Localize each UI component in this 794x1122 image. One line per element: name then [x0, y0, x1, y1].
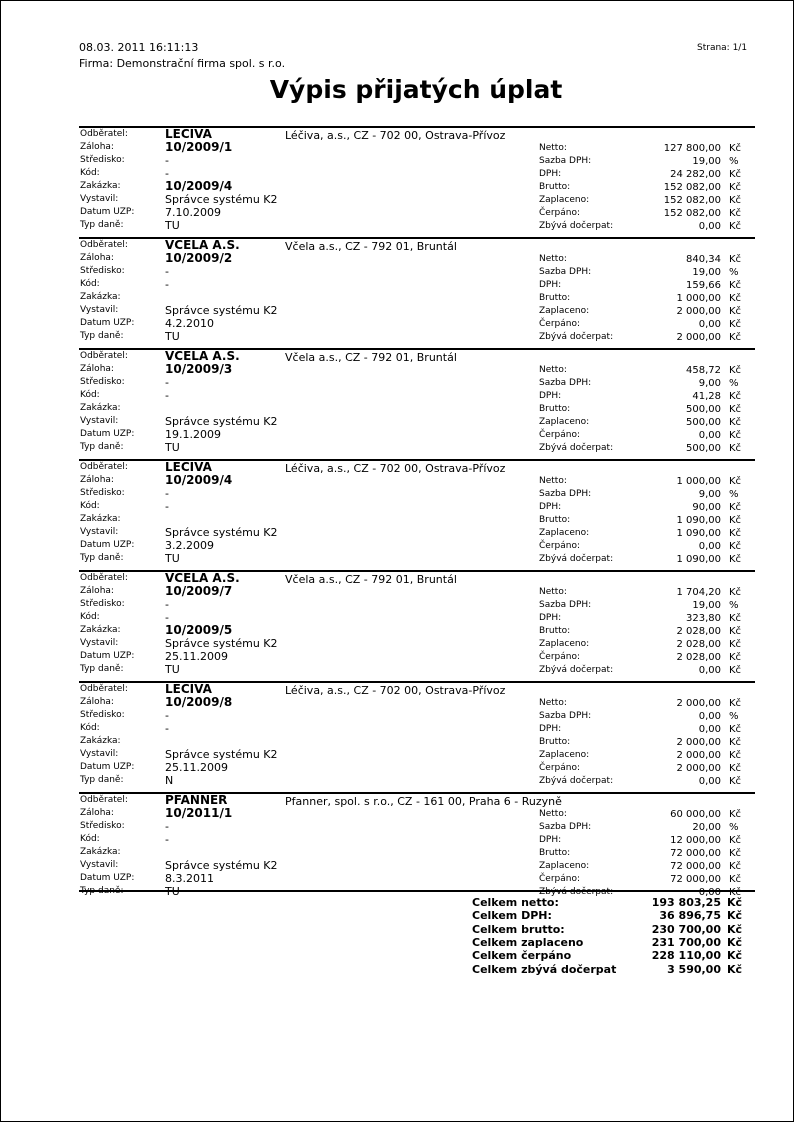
field-value-code: - [165, 611, 169, 624]
amount-value: 2 000,00 [676, 332, 721, 343]
amount-label: Zbývá dočerpat: [539, 443, 614, 453]
amount-value: 19,00 [692, 267, 721, 278]
field-value-code: - [165, 278, 169, 291]
field-label: Kód: [80, 279, 100, 289]
amount-label: Zaplaceno: [539, 528, 590, 538]
field-label: Typ daně: [80, 664, 124, 674]
field-label: Typ daně: [80, 886, 124, 896]
field-label: Odběratel: [80, 573, 128, 583]
amount-unit: Kč [729, 365, 742, 376]
print-datetime: 08.03. 2011 16:11:13 [79, 41, 199, 54]
amount-unit: Kč [729, 430, 742, 441]
amount-unit: Kč [729, 182, 742, 193]
field-value-customer: VČELA A.S. [165, 239, 240, 252]
amount-unit: Kč [729, 280, 742, 291]
amount-value: 323,80 [686, 613, 721, 624]
record-block [79, 681, 755, 790]
field-label: Datum UZP: [80, 429, 135, 439]
amount-unit: Kč [729, 221, 742, 232]
amount-value: 2 000,00 [676, 763, 721, 774]
total-row [79, 896, 755, 909]
field-value-tax: N [165, 774, 174, 787]
amount-value: 0,00 [698, 665, 721, 676]
amount-value: 0,00 [698, 430, 721, 441]
total-value: 230 700,00 [651, 922, 721, 936]
total-row [79, 923, 755, 936]
amount-value: 2 000,00 [676, 750, 721, 761]
field-value-deposit: 10/2009/8 [165, 696, 233, 709]
amount-value: 500,00 [686, 404, 721, 415]
amount-label: DPH: [539, 835, 562, 845]
amount-label: Zaplaceno: [539, 195, 590, 205]
field-value-issuer: Správce systému K2 [165, 193, 278, 206]
field-label: Odběratel: [80, 351, 128, 361]
field-value-deposit: 10/2009/1 [165, 141, 233, 154]
field-label: Středisko: [80, 266, 125, 276]
amount-value: 127 800,00 [663, 143, 721, 154]
record-block [79, 237, 755, 346]
amount-unit: Kč [729, 208, 742, 219]
field-value-center: - [165, 154, 169, 167]
field-label: Zakázka: [80, 625, 121, 635]
field-label: Datum UZP: [80, 762, 135, 772]
field-value-date: 25.11.2009 [165, 650, 228, 663]
amount-value: 1 090,00 [676, 515, 721, 526]
field-label: Záloha: [80, 586, 114, 596]
field-value-center: - [165, 820, 169, 833]
total-label: Celkem brutto: [472, 922, 565, 936]
amount-unit: Kč [729, 143, 742, 154]
customer-address: Včela a.s., CZ - 792 01, Bruntál [285, 240, 457, 253]
amount-value: 12 000,00 [670, 835, 721, 846]
amount-unit: % [729, 156, 739, 167]
amount-value: 2 000,00 [676, 306, 721, 317]
amount-label: DPH: [539, 391, 562, 401]
field-label: Odběratel: [80, 240, 128, 250]
field-label: Středisko: [80, 599, 125, 609]
amount-value: 2 000,00 [676, 698, 721, 709]
amount-value: 9,00 [698, 489, 721, 500]
amount-unit: Kč [729, 502, 742, 513]
amount-unit: Kč [729, 861, 742, 872]
field-label: Typ daně: [80, 331, 124, 341]
amount-unit: Kč [729, 515, 742, 526]
field-label: Zakázka: [80, 736, 121, 746]
field-label: Zakázka: [80, 847, 121, 857]
total-unit: Kč [727, 949, 743, 963]
amount-label: Sazba DPH: [539, 600, 592, 610]
amount-value: 159,66 [686, 280, 721, 291]
amount-label: DPH: [539, 169, 562, 179]
field-label: Datum UZP: [80, 540, 135, 550]
report-title [1, 75, 793, 104]
amount-value: 2 028,00 [676, 626, 721, 637]
amount-value: 60 000,00 [670, 809, 721, 820]
total-label: Celkem zbývá dočerpat [472, 962, 617, 976]
amount-value: 2 000,00 [676, 737, 721, 748]
total-row [79, 936, 755, 949]
amount-label: Zaplaceno: [539, 861, 590, 871]
amount-unit: Kč [729, 698, 742, 709]
amount-label: Zbývá dočerpat: [539, 332, 614, 342]
field-value-date: 8.3.2011 [165, 872, 214, 885]
field-value-customer: LÉČIVA [165, 128, 212, 141]
total-row [79, 949, 755, 962]
amount-value: 24 282,00 [670, 169, 721, 180]
field-value-center: - [165, 598, 169, 611]
amount-value: 500,00 [686, 443, 721, 454]
field-value-center: - [165, 376, 169, 389]
amount-value: 19,00 [692, 600, 721, 611]
total-value: 3 590,00 [667, 962, 721, 976]
field-label: Kód: [80, 612, 100, 622]
record-block [79, 459, 755, 568]
amount-unit: % [729, 822, 739, 833]
total-row [79, 963, 755, 976]
field-value-customer: LÉČIVA [165, 461, 212, 474]
customer-address: Pfanner, spol. s r.o., CZ - 161 00, Praha 6 - Ruzyně [285, 795, 562, 808]
amount-label: Zbývá dočerpat: [539, 221, 614, 231]
amount-value: 9,00 [698, 378, 721, 389]
amount-unit: Kč [729, 763, 742, 774]
amount-unit: Kč [729, 319, 742, 330]
field-label: Odběratel: [80, 684, 128, 694]
amount-value: 0,00 [698, 887, 721, 898]
amount-value: 0,00 [698, 776, 721, 787]
amount-unit: Kč [729, 541, 742, 552]
amount-value: 152 082,00 [663, 208, 721, 219]
field-label: Záloha: [80, 697, 114, 707]
total-unit: Kč [727, 962, 743, 976]
amount-label: Brutto: [539, 182, 571, 192]
amount-value: 0,00 [698, 711, 721, 722]
amount-unit: Kč [729, 476, 742, 487]
field-value-code: - [165, 722, 169, 735]
field-value-code: - [165, 389, 169, 402]
field-value-date: 19.1.2009 [165, 428, 221, 441]
amount-label: Zbývá dočerpat: [539, 887, 614, 897]
amount-unit: Kč [729, 293, 742, 304]
field-label: Kód: [80, 723, 100, 733]
amount-value: 72 000,00 [670, 861, 721, 872]
amount-value: 500,00 [686, 417, 721, 428]
amount-unit: Kč [729, 528, 742, 539]
field-value-tax: TU [165, 663, 180, 676]
field-label: Záloha: [80, 364, 114, 374]
amount-label: Zaplaceno: [539, 417, 590, 427]
field-label: Kód: [80, 834, 100, 844]
field-label: Zakázka: [80, 514, 121, 524]
amount-value: 0,00 [698, 319, 721, 330]
field-label: Vystavil: [80, 305, 119, 315]
customer-address: Léčiva, a.s., CZ - 702 00, Ostrava-Přívoz [285, 684, 506, 697]
amount-value: 0,00 [698, 724, 721, 735]
totals-section [79, 890, 755, 978]
field-label: Odběratel: [80, 129, 128, 139]
amount-unit: Kč [729, 724, 742, 735]
amount-value: 41,28 [692, 391, 721, 402]
field-value-date: 3.2.2009 [165, 539, 214, 552]
amount-unit: Kč [729, 587, 742, 598]
total-value: 228 110,00 [651, 949, 721, 963]
field-value-deposit: 10/2009/7 [165, 585, 233, 598]
amount-label: DPH: [539, 502, 562, 512]
amount-unit: Kč [729, 404, 742, 415]
field-value-code: - [165, 500, 169, 513]
customer-address: Včela a.s., CZ - 792 01, Bruntál [285, 351, 457, 364]
total-label: Celkem netto: [472, 896, 559, 909]
field-label: Vystavil: [80, 194, 119, 204]
field-label: Zakázka: [80, 181, 121, 191]
amount-unit: Kč [729, 417, 742, 428]
field-label: Záloha: [80, 253, 114, 263]
amount-unit: Kč [729, 306, 742, 317]
amount-label: Sazba DPH: [539, 156, 592, 166]
record-block [79, 792, 755, 901]
amount-unit: Kč [729, 737, 742, 748]
records-list [79, 126, 755, 903]
field-value-date: 4.2.2010 [165, 317, 214, 330]
amount-label: DPH: [539, 280, 562, 290]
record-block [79, 570, 755, 679]
amount-label: Zaplaceno: [539, 750, 590, 760]
customer-address: Léčiva, a.s., CZ - 702 00, Ostrava-Přívoz [285, 129, 506, 142]
field-value-deposit: 10/2009/3 [165, 363, 233, 376]
amount-label: DPH: [539, 724, 562, 734]
amount-unit: % [729, 378, 739, 389]
amount-label: Čerpáno: [539, 541, 580, 551]
amount-label: Zbývá dočerpat: [539, 776, 614, 786]
total-value: 231 700,00 [651, 935, 721, 949]
field-label: Kód: [80, 501, 100, 511]
amount-value: 19,00 [692, 156, 721, 167]
field-value-code: - [165, 167, 169, 180]
field-label: Zakázka: [80, 403, 121, 413]
field-label: Středisko: [80, 488, 125, 498]
customer-address: Včela a.s., CZ - 792 01, Bruntál [285, 573, 457, 586]
field-label: Zakázka: [80, 292, 121, 302]
amount-value: 1 090,00 [676, 554, 721, 565]
amount-label: Brutto: [539, 626, 571, 636]
amount-label: Sazba DPH: [539, 489, 592, 499]
amount-label: Čerpáno: [539, 874, 580, 884]
amount-value: 0,00 [698, 541, 721, 552]
amount-value: 1 000,00 [676, 476, 721, 487]
total-row [79, 909, 755, 922]
field-label: Kód: [80, 390, 100, 400]
amount-label: Čerpáno: [539, 652, 580, 662]
field-label: Typ daně: [80, 775, 124, 785]
amount-label: Sazba DPH: [539, 267, 592, 277]
report-title-text: Výpis přijatých úplat [269, 75, 563, 104]
field-label: Kód: [80, 168, 100, 178]
amount-unit: Kč [729, 848, 742, 859]
amount-label: Zaplaceno: [539, 639, 590, 649]
field-value-customer: LÉČIVA [165, 683, 212, 696]
amount-value: 152 082,00 [663, 182, 721, 193]
amount-value: 2 028,00 [676, 639, 721, 650]
field-value-code: - [165, 833, 169, 846]
amount-unit: % [729, 600, 739, 611]
field-value-customer: VČELA A.S. [165, 350, 240, 363]
field-value-center: - [165, 487, 169, 500]
total-label: Celkem zaplaceno [472, 935, 584, 949]
amount-label: Netto: [539, 476, 567, 486]
field-value-center: - [165, 265, 169, 278]
amount-label: Sazba DPH: [539, 822, 592, 832]
field-value-deposit: 10/2011/1 [165, 807, 233, 820]
field-value-tax: TU [165, 219, 180, 232]
field-label: Odběratel: [80, 795, 128, 805]
amount-label: Netto: [539, 143, 567, 153]
field-label: Středisko: [80, 821, 125, 831]
field-label: Středisko: [80, 377, 125, 387]
amount-value: 2 028,00 [676, 652, 721, 663]
field-value-date: 7.10.2009 [165, 206, 221, 219]
customer-address: Léčiva, a.s., CZ - 702 00, Ostrava-Přívoz [285, 462, 506, 475]
amount-label: Netto: [539, 809, 567, 819]
amount-unit: Kč [729, 750, 742, 761]
amount-unit: Kč [729, 169, 742, 180]
field-value-order: 10/2009/5 [165, 624, 233, 637]
field-label: Datum UZP: [80, 207, 135, 217]
amount-unit: % [729, 267, 739, 278]
amount-value: 20,00 [692, 822, 721, 833]
amount-label: DPH: [539, 613, 562, 623]
total-value: 36 896,75 [659, 909, 721, 923]
firm-name: Firma: Demonstrační firma spol. s r.o. [79, 57, 286, 70]
field-label: Datum UZP: [80, 318, 135, 328]
amount-unit: Kč [729, 835, 742, 846]
field-value-customer: PFANNER [165, 794, 228, 807]
amount-label: Brutto: [539, 737, 571, 747]
amount-label: Netto: [539, 587, 567, 597]
amount-unit: Kč [729, 665, 742, 676]
amount-value: 72 000,00 [670, 848, 721, 859]
field-value-issuer: Správce systému K2 [165, 415, 278, 428]
amount-value: 72 000,00 [670, 874, 721, 885]
field-value-issuer: Správce systému K2 [165, 748, 278, 761]
amount-label: Netto: [539, 365, 567, 375]
field-label: Záloha: [80, 475, 114, 485]
amount-unit: % [729, 711, 739, 722]
amount-value: 152 082,00 [663, 195, 721, 206]
amount-unit: Kč [729, 639, 742, 650]
amount-label: Brutto: [539, 848, 571, 858]
field-value-customer: VČELA A.S. [165, 572, 240, 585]
amount-value: 90,00 [692, 502, 721, 513]
field-value-deposit: 10/2009/2 [165, 252, 233, 265]
amount-label: Brutto: [539, 515, 571, 525]
field-label: Záloha: [80, 142, 114, 152]
total-unit: Kč [727, 922, 743, 936]
amount-label: Sazba DPH: [539, 378, 592, 388]
amount-unit: Kč [729, 652, 742, 663]
field-value-center: - [165, 709, 169, 722]
record-block [79, 126, 755, 235]
field-label: Odběratel: [80, 462, 128, 472]
amount-label: Čerpáno: [539, 430, 580, 440]
amount-value: 1 000,00 [676, 293, 721, 304]
total-unit: Kč [727, 935, 743, 949]
field-value-deposit: 10/2009/4 [165, 474, 233, 487]
field-label: Datum UZP: [80, 651, 135, 661]
field-value-order: 10/2009/4 [165, 180, 233, 193]
amount-label: Sazba DPH: [539, 711, 592, 721]
field-value-issuer: Správce systému K2 [165, 526, 278, 539]
total-label: Celkem DPH: [472, 909, 552, 923]
amount-unit: Kč [729, 391, 742, 402]
record-block [79, 348, 755, 457]
amount-label: Zaplaceno: [539, 306, 590, 316]
amount-unit: Kč [729, 874, 742, 885]
amount-value: 1 704,20 [676, 587, 721, 598]
field-label: Vystavil: [80, 860, 119, 870]
amount-value: 0,00 [698, 221, 721, 232]
field-value-date: 25.11.2009 [165, 761, 228, 774]
field-label: Záloha: [80, 808, 114, 818]
amount-label: Čerpáno: [539, 763, 580, 773]
field-label: Typ daně: [80, 442, 124, 452]
amount-unit: Kč [729, 776, 742, 787]
field-label: Vystavil: [80, 638, 119, 648]
field-label: Typ daně: [80, 220, 124, 230]
amount-value: 840,34 [686, 254, 721, 265]
amount-unit: Kč [729, 254, 742, 265]
amount-unit: Kč [729, 554, 742, 565]
amount-unit: Kč [729, 443, 742, 454]
field-label: Vystavil: [80, 416, 119, 426]
field-value-tax: TU [165, 885, 180, 898]
amount-label: Zbývá dočerpat: [539, 665, 614, 675]
amount-value: 1 090,00 [676, 528, 721, 539]
page-number: Strana: 1/1 [697, 43, 748, 53]
amount-unit: Kč [729, 195, 742, 206]
field-value-issuer: Správce systému K2 [165, 859, 278, 872]
amount-label: Netto: [539, 698, 567, 708]
field-label: Středisko: [80, 155, 125, 165]
field-label: Středisko: [80, 710, 125, 720]
field-value-issuer: Správce systému K2 [165, 304, 278, 317]
amount-unit: % [729, 489, 739, 500]
field-value-tax: TU [165, 330, 180, 343]
amount-label: Čerpáno: [539, 208, 580, 218]
field-label: Vystavil: [80, 749, 119, 759]
total-value: 193 803,25 [651, 896, 721, 909]
amount-value: 458,72 [686, 365, 721, 376]
amount-unit: Kč [729, 613, 742, 624]
total-label: Celkem čerpáno [472, 949, 572, 963]
amount-label: Zbývá dočerpat: [539, 554, 614, 564]
field-label: Vystavil: [80, 527, 119, 537]
total-unit: Kč [727, 909, 743, 923]
field-value-tax: TU [165, 552, 180, 565]
field-label: Datum UZP: [80, 873, 135, 883]
amount-unit: Kč [729, 809, 742, 820]
amount-unit: Kč [729, 887, 742, 898]
field-label: Typ daně: [80, 553, 124, 563]
amount-label: Brutto: [539, 404, 571, 414]
field-value-tax: TU [165, 441, 180, 454]
field-value-issuer: Správce systému K2 [165, 637, 278, 650]
amount-unit: Kč [729, 332, 742, 343]
amount-label: Netto: [539, 254, 567, 264]
amount-label: Čerpáno: [539, 319, 580, 329]
total-unit: Kč [727, 896, 743, 909]
amount-label: Brutto: [539, 293, 571, 303]
amount-unit: Kč [729, 626, 742, 637]
